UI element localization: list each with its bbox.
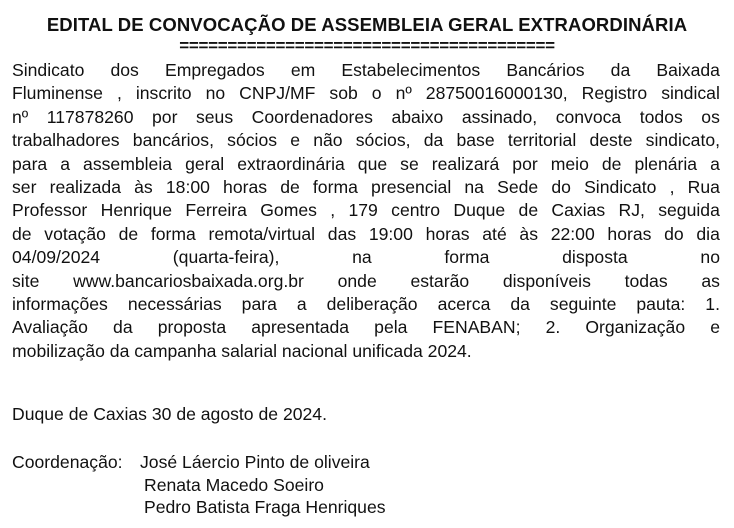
body-line: informações necessárias para a deliberação acerca da seguinte pauta: 1. (12, 294, 720, 315)
title-underline-rule: ======================================= (179, 36, 555, 55)
coordinator-name: Pedro Batista Fraga Henriques (144, 497, 386, 517)
coordination-block (12, 451, 123, 474)
date-line: Duque de Caxias 30 de agosto de 2024. (12, 404, 327, 424)
body-line: para a assembleia geral extraordinária que se realizará por meio de plenária a (12, 153, 720, 174)
body-line: nº 117878260 por seus Coordenadores abaixo assinado, convoca todos os (12, 106, 720, 127)
body-line: Avaliação da proposta apresentada pela FENABAN; 2. Organização e (12, 317, 720, 338)
body-line: trabalhadores bancários, sócios e não sócios, da base territorial deste sindicato, (12, 130, 720, 151)
body-line: Professor Henrique Ferreira Gomes , 179 centro Duque de Caxias RJ, seguida (12, 200, 720, 221)
coordination-label: Coordenação: (12, 452, 123, 472)
body-line: ser realizada às 18:00 horas de forma presencial na Sede do Sindicato , Rua (12, 177, 720, 198)
coordinator-name: Renata Macedo Soeiro (144, 474, 324, 495)
body-line: Fluminense , inscrito no CNPJ/MF sob o nº 28750016000130, Registro sindical (12, 83, 720, 104)
notice-body (12, 59, 720, 363)
document-title: EDITAL DE CONVOCAÇÃO DE ASSEMBLEIA GERAL EXTRAORDINÁRIA (46, 14, 688, 35)
body-line: site www.bancariosbaixada.org.br onde estarão disponíveis todas as (12, 270, 720, 291)
body-line: 04/09/2024 (quarta-feira), na forma disposta no (12, 247, 720, 268)
coordinator-list (140, 451, 386, 519)
body-line: mobilização da campanha salarial nacional unificada 2024. (12, 340, 472, 361)
coordinator-name: José Láercio Pinto de oliveira (140, 452, 370, 472)
body-line: Sindicato dos Empregados em Estabelecimentos Bancários da Baixada (12, 60, 720, 80)
body-line: de votação de forma remota/virtual das 19:00 horas até às 22:00 horas do dia (12, 223, 720, 244)
